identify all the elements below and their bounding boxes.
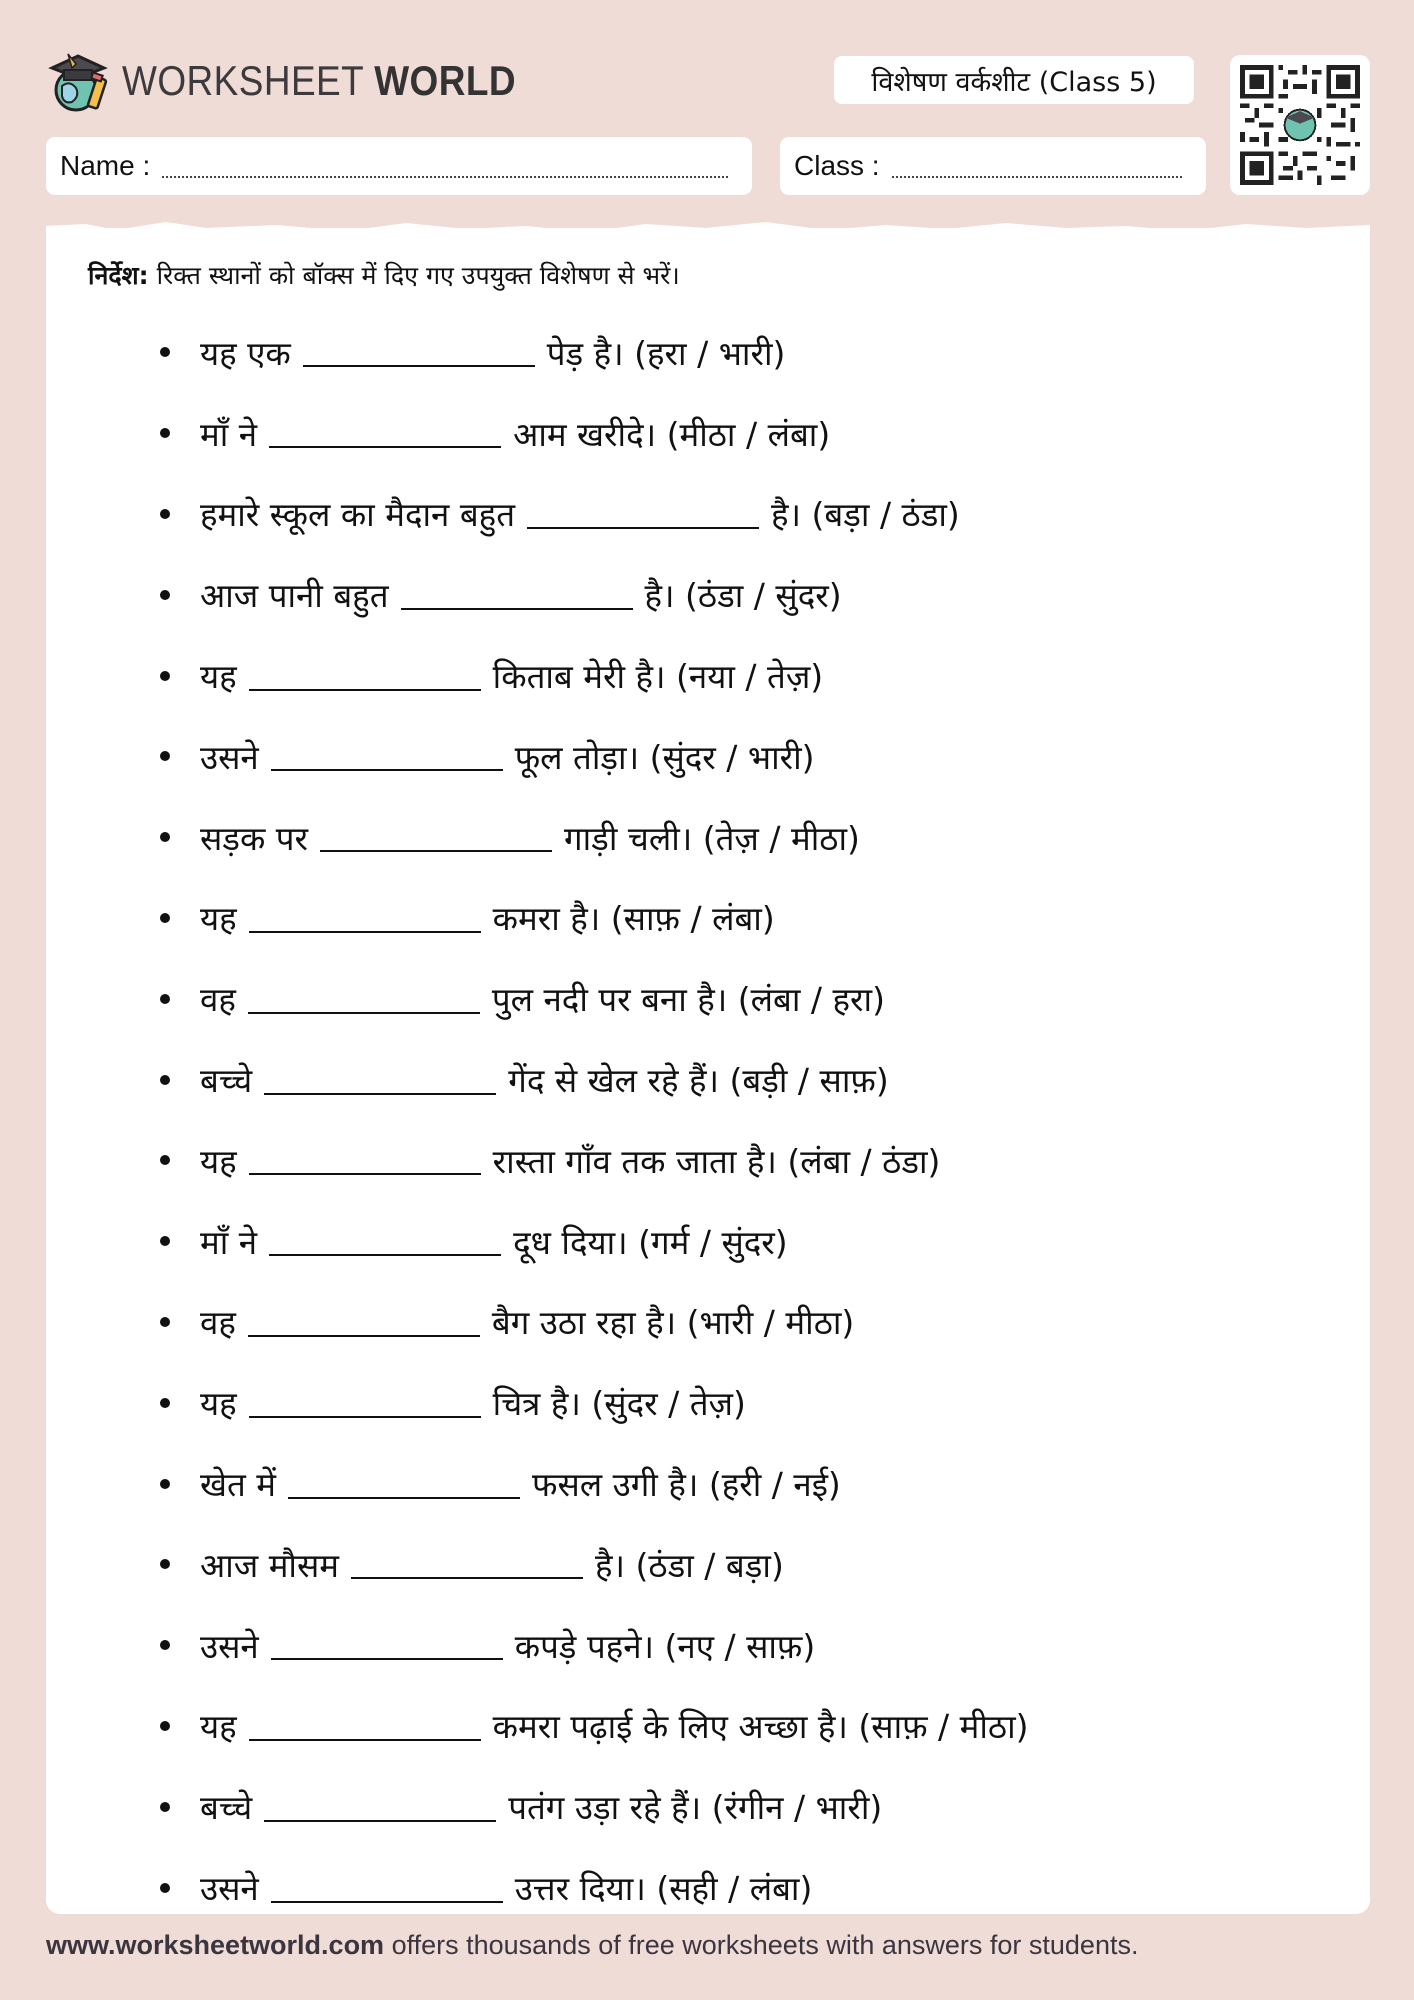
name-input-line[interactable]	[162, 176, 728, 178]
class-input-line[interactable]	[892, 176, 1182, 178]
answer-blank[interactable]	[288, 1469, 520, 1499]
question-item: माँ ने आम खरीदे। (मीठा / लंबा)	[160, 393, 1340, 474]
answer-blank[interactable]	[271, 741, 503, 771]
bullet-icon	[160, 1398, 170, 1408]
bullet-icon	[160, 1075, 170, 1085]
class-label: Class :	[794, 150, 880, 181]
answer-blank[interactable]	[303, 337, 535, 367]
question-item: यह रास्ता गाँव तक जाता है। (लंबा / ठंडा)	[160, 1120, 1340, 1201]
answer-blank[interactable]	[249, 1145, 481, 1175]
answer-blank[interactable]	[269, 1226, 501, 1256]
bullet-icon	[160, 590, 170, 600]
question-item: यह कमरा पढ़ाई के लिए अच्छा है। (साफ़ / मीठा)	[160, 1686, 1340, 1767]
bullet-icon	[160, 671, 170, 681]
bullet-icon	[160, 1802, 170, 1812]
name-field[interactable]	[46, 137, 752, 195]
brand-name: WORKSHEET WORLD	[122, 57, 517, 104]
brand-logo	[46, 46, 570, 116]
question-item: उसने फूल तोड़ा। (सुंदर / भारी)	[160, 716, 1340, 797]
footer-text: offers thousands of free worksheets with answers for students.	[384, 1930, 1139, 1960]
bullet-icon	[160, 994, 170, 1004]
instruction-label: निर्देश:	[88, 261, 149, 290]
bullet-icon	[160, 751, 170, 761]
question-item: माँ ने दूध दिया। (गर्म / सुंदर)	[160, 1201, 1340, 1282]
answer-blank[interactable]	[401, 580, 633, 610]
answer-blank[interactable]	[264, 1792, 496, 1822]
question-item: यह किताब मेरी है। (नया / तेज़)	[160, 635, 1340, 716]
question-item: यह चित्र है। (सुंदर / तेज़)	[160, 1362, 1340, 1443]
answer-blank[interactable]	[249, 1388, 481, 1418]
bullet-icon	[160, 347, 170, 357]
answer-blank[interactable]	[248, 984, 480, 1014]
worksheet-title: विशेषण वर्कशीट (Class 5)	[834, 56, 1194, 104]
footer-link[interactable]: www.worksheetworld.com	[46, 1930, 385, 1960]
bullet-icon	[160, 1317, 170, 1327]
footer	[46, 1930, 1138, 1961]
graduation-cap-globe-pencil-icon	[46, 46, 112, 116]
question-item: हमारे स्कूल का मैदान बहुत है। (बड़ा / ठंडा)	[160, 474, 1340, 555]
answer-blank[interactable]	[271, 1630, 503, 1660]
question-item: उसने कपड़े पहने। (नए / साफ़)	[160, 1605, 1340, 1686]
bullet-icon	[160, 1236, 170, 1246]
answer-blank[interactable]	[320, 822, 552, 852]
answer-blank[interactable]	[351, 1549, 583, 1579]
question-item: यह कमरा है। (साफ़ / लंबा)	[160, 878, 1340, 959]
answer-blank[interactable]	[269, 418, 501, 448]
bullet-icon	[160, 509, 170, 519]
question-item: बच्चे गेंद से खेल रहे हैं। (बड़ी / साफ़)	[160, 1039, 1340, 1120]
class-field[interactable]	[780, 137, 1206, 195]
answer-blank[interactable]	[249, 1711, 481, 1741]
question-item: बच्चे पतंग उड़ा रहे हैं। (रंगीन / भारी)	[160, 1766, 1340, 1847]
question-item: यह एक पेड़ है। (हरा / भारी)	[160, 312, 1340, 393]
bullet-icon	[160, 1479, 170, 1489]
qr-code-icon	[1230, 55, 1370, 195]
bullet-icon	[160, 428, 170, 438]
name-label: Name :	[60, 150, 151, 181]
question-item: वह बैग उठा रहा है। (भारी / मीठा)	[160, 1282, 1340, 1363]
answer-blank[interactable]	[248, 1307, 480, 1337]
bullet-icon	[160, 1155, 170, 1165]
bullet-icon	[160, 913, 170, 923]
answer-blank[interactable]	[249, 661, 481, 691]
bullet-icon	[160, 1883, 170, 1893]
question-item: खेत में फसल उगी है। (हरी / नई)	[160, 1443, 1340, 1524]
question-item: सड़क पर गाड़ी चली। (तेज़ / मीठा)	[160, 797, 1340, 878]
answer-blank[interactable]	[271, 1873, 503, 1903]
answer-blank[interactable]	[527, 499, 759, 529]
question-item: आज पानी बहुत है। (ठंडा / सुंदर)	[160, 554, 1340, 635]
bullet-icon	[160, 1640, 170, 1650]
question-item: आज मौसम है। (ठंडा / बड़ा)	[160, 1524, 1340, 1605]
instruction	[88, 258, 680, 292]
answer-blank[interactable]	[264, 1065, 496, 1095]
question-item: वह पुल नदी पर बना है। (लंबा / हरा)	[160, 958, 1340, 1039]
instruction-text: रिक्त स्थानों को बॉक्स में दिए गए उपयुक्त विशेषण से भरें।	[148, 261, 680, 290]
question-item: उसने उत्तर दिया। (सही / लंबा)	[160, 1847, 1340, 1928]
question-list	[160, 312, 1340, 1928]
bullet-icon	[160, 1721, 170, 1731]
bullet-icon	[160, 1559, 170, 1569]
bullet-icon	[160, 832, 170, 842]
answer-blank[interactable]	[249, 903, 481, 933]
